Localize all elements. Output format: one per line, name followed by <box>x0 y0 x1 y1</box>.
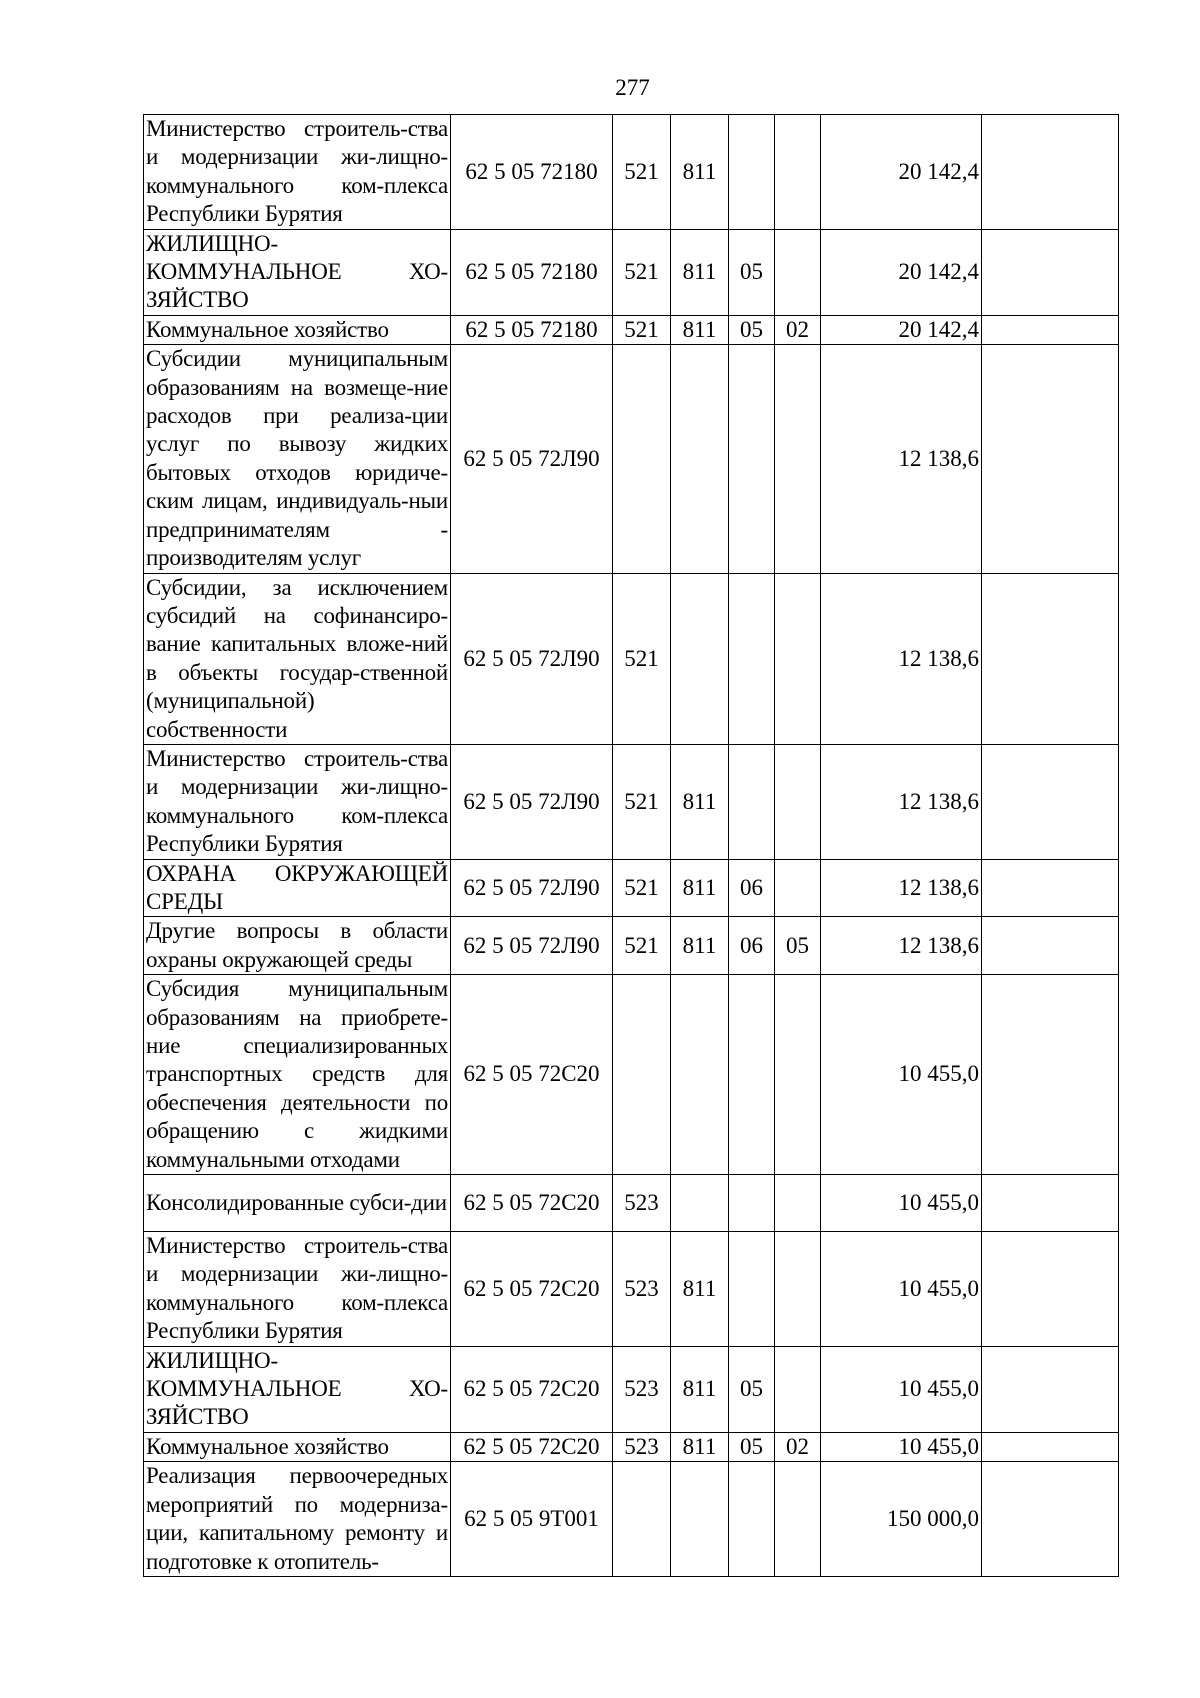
row-extra <box>982 1432 1119 1461</box>
row-target-article: 62 5 05 72Л90 <box>451 917 613 975</box>
row-expense-type <box>613 1462 671 1577</box>
table-row <box>144 975 1119 1175</box>
row-section: 06 <box>729 917 775 975</box>
row-sum: 20 142,4 <box>821 229 982 315</box>
row-admin-code: 811 <box>671 1232 729 1347</box>
row-expense-type: 523 <box>613 1175 671 1232</box>
row-sum: 12 138,6 <box>821 744 982 859</box>
row-admin-code <box>671 1462 729 1577</box>
row-subsection <box>775 573 821 744</box>
table-row <box>144 229 1119 315</box>
table-row <box>144 115 1119 230</box>
row-name: Другие вопросы в области охраны окружающей среды <box>144 917 451 975</box>
row-section: 05 <box>729 229 775 315</box>
row-extra <box>982 1232 1119 1347</box>
row-target-article: 62 5 05 72Л90 <box>451 744 613 859</box>
table-row <box>144 1432 1119 1461</box>
row-sum: 10 455,0 <box>821 1175 982 1232</box>
row-target-article: 62 5 05 72С20 <box>451 1432 613 1461</box>
row-name: Министерство строитель-ства и модернизации жи-лищно-коммунального ком-плекса Республики Бурятия <box>144 744 451 859</box>
row-subsection: 02 <box>775 1432 821 1461</box>
row-admin-code: 811 <box>671 1346 729 1432</box>
row-target-article: 62 5 05 72С20 <box>451 1346 613 1432</box>
row-subsection <box>775 1175 821 1232</box>
row-expense-type: 521 <box>613 744 671 859</box>
page-number: 277 <box>615 75 650 100</box>
row-admin-code <box>671 975 729 1175</box>
row-extra <box>982 1346 1119 1432</box>
row-extra <box>982 917 1119 975</box>
row-subsection <box>775 975 821 1175</box>
row-section <box>729 115 775 230</box>
row-extra <box>982 1175 1119 1232</box>
row-expense-type: 523 <box>613 1432 671 1461</box>
row-sum: 12 138,6 <box>821 345 982 573</box>
row-section <box>729 744 775 859</box>
table-row <box>144 1346 1119 1432</box>
row-subsection <box>775 1346 821 1432</box>
row-subsection: 02 <box>775 315 821 344</box>
row-sum: 20 142,4 <box>821 115 982 230</box>
row-expense-type: 523 <box>613 1346 671 1432</box>
row-expense-type: 521 <box>613 573 671 744</box>
row-sum: 12 138,6 <box>821 859 982 917</box>
row-subsection <box>775 1462 821 1577</box>
row-expense-type: 523 <box>613 1232 671 1347</box>
row-name: Субсидия муниципальным образованиям на приобрете-ние специализированных транспортных средств для обеспечения деятельности по обращению с жидкими коммунальными отходами <box>144 975 451 1175</box>
table-row <box>144 345 1119 573</box>
row-sum: 20 142,4 <box>821 315 982 344</box>
row-name: Консолидированные субси-дии <box>144 1175 451 1232</box>
row-admin-code <box>671 1175 729 1232</box>
row-sum: 10 455,0 <box>821 1432 982 1461</box>
table-row <box>144 573 1119 744</box>
row-admin-code: 811 <box>671 859 729 917</box>
row-subsection <box>775 859 821 917</box>
row-section <box>729 573 775 744</box>
row-admin-code: 811 <box>671 1432 729 1461</box>
row-admin-code: 811 <box>671 115 729 230</box>
row-target-article: 62 5 05 9Т001 <box>451 1462 613 1577</box>
row-target-article: 62 5 05 72С20 <box>451 975 613 1175</box>
row-admin-code: 811 <box>671 744 729 859</box>
table-row <box>144 917 1119 975</box>
table-row <box>144 315 1119 344</box>
row-name: Коммунальное хозяйство <box>144 315 451 344</box>
row-section: 05 <box>729 1346 775 1432</box>
row-section: 06 <box>729 859 775 917</box>
row-name: Коммунальное хозяйство <box>144 1432 451 1461</box>
row-name: ОХРАНА ОКРУЖАЮЩЕЙ СРЕДЫ <box>144 859 451 917</box>
table-row <box>144 859 1119 917</box>
row-target-article: 62 5 05 72180 <box>451 229 613 315</box>
row-sum: 12 138,6 <box>821 573 982 744</box>
row-extra <box>982 345 1119 573</box>
row-target-article: 62 5 05 72180 <box>451 315 613 344</box>
row-name: ЖИЛИЩНО-КОММУНАЛЬНОЕ ХО-ЗЯЙСТВО <box>144 1346 451 1432</box>
row-admin-code <box>671 573 729 744</box>
row-name: ЖИЛИЩНО-КОММУНАЛЬНОЕ ХО-ЗЯЙСТВО <box>144 229 451 315</box>
row-expense-type <box>613 975 671 1175</box>
row-target-article: 62 5 05 72Л90 <box>451 859 613 917</box>
row-expense-type: 521 <box>613 315 671 344</box>
row-subsection <box>775 744 821 859</box>
row-target-article: 62 5 05 72Л90 <box>451 573 613 744</box>
row-admin-code <box>671 345 729 573</box>
row-expense-type <box>613 345 671 573</box>
row-extra <box>982 744 1119 859</box>
row-expense-type: 521 <box>613 917 671 975</box>
table-row <box>144 1175 1119 1232</box>
row-extra <box>982 975 1119 1175</box>
row-sum: 10 455,0 <box>821 975 982 1175</box>
row-subsection <box>775 1232 821 1347</box>
row-section <box>729 975 775 1175</box>
row-admin-code: 811 <box>671 917 729 975</box>
row-section: 05 <box>729 1432 775 1461</box>
row-subsection <box>775 229 821 315</box>
row-extra <box>982 859 1119 917</box>
row-subsection: 05 <box>775 917 821 975</box>
row-expense-type: 521 <box>613 859 671 917</box>
row-name: Реализация первоочередных мероприятий по модерниза-ции, капитальному ремонту и подготовке к отопитель- <box>144 1462 451 1577</box>
table-row <box>144 744 1119 859</box>
row-extra <box>982 229 1119 315</box>
row-section <box>729 1175 775 1232</box>
row-subsection <box>775 345 821 573</box>
row-sum: 10 455,0 <box>821 1346 982 1432</box>
row-section <box>729 1232 775 1347</box>
row-target-article: 62 5 05 72180 <box>451 115 613 230</box>
row-sum: 150 000,0 <box>821 1462 982 1577</box>
row-section <box>729 345 775 573</box>
row-admin-code: 811 <box>671 229 729 315</box>
table-row <box>144 1232 1119 1347</box>
row-extra <box>982 1462 1119 1577</box>
row-name: Субсидии муниципальным образованиям на возмеще-ние расходов при реализа-ции услуг по вывозу жидких бытовых отходов юридиче-ским лицам, индивидуаль-ныи предпринимателям - производителям услуг <box>144 345 451 573</box>
row-expense-type: 521 <box>613 229 671 315</box>
row-name: Субсидии, за исключением субсидий на софинансиро-вание капитальных вложе-ний в объекты государ-ственной (муниципальной) собственности <box>144 573 451 744</box>
table-row <box>144 1462 1119 1577</box>
row-section: 05 <box>729 315 775 344</box>
row-section <box>729 1462 775 1577</box>
row-extra <box>982 573 1119 744</box>
row-target-article: 62 5 05 72С20 <box>451 1175 613 1232</box>
row-name: Министерство строитель-ства и модернизации жи-лищно-коммунального ком-плекса Республики Бурятия <box>144 1232 451 1347</box>
row-sum: 10 455,0 <box>821 1232 982 1347</box>
budget-table <box>143 114 1119 1577</box>
row-extra <box>982 115 1119 230</box>
row-extra <box>982 315 1119 344</box>
row-subsection <box>775 115 821 230</box>
row-admin-code: 811 <box>671 315 729 344</box>
row-target-article: 62 5 05 72С20 <box>451 1232 613 1347</box>
row-target-article: 62 5 05 72Л90 <box>451 345 613 573</box>
row-expense-type: 521 <box>613 115 671 230</box>
row-name: Министерство строитель-ства и модернизации жи-лищно-коммунального ком-плекса Республики Бурятия <box>144 115 451 230</box>
row-sum: 12 138,6 <box>821 917 982 975</box>
